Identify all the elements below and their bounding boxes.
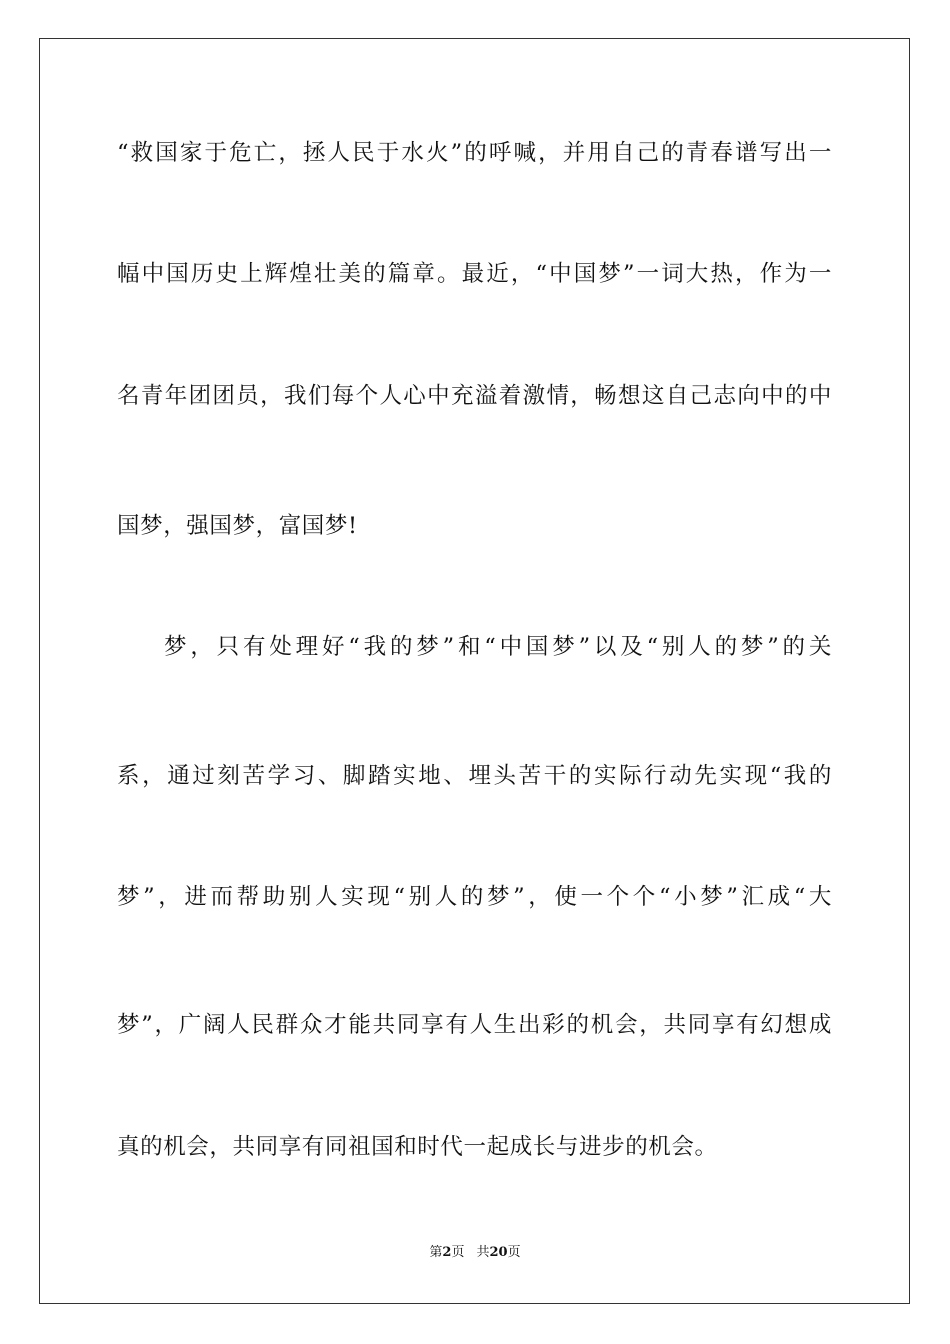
- page-footer: [0, 1244, 950, 1262]
- footer-total-number: 20: [489, 1245, 508, 1260]
- paragraph-2-line-3: 梦”，进而帮助别人实现“别人的梦”，使一个个“小梦”汇成“大: [117, 884, 832, 910]
- paragraph-2-line-1: 梦，只有处理好“我的梦”和“中国梦”以及“别人的梦”的关: [164, 634, 832, 660]
- footer-page-prefix: 第: [429, 1245, 443, 1260]
- paragraph-2-line-5: 真的机会，共同享有同祖国和时代一起成长与进步的机会。: [117, 1134, 718, 1160]
- paragraph-1-line-4: 国梦，强国梦，富国梦!: [117, 513, 358, 539]
- footer-page-suffix: 页: [451, 1245, 465, 1260]
- paragraph-2-line-2: 系，通过刻苦学习、脚踏实地、埋头苦干的实际行动先实现“我的: [117, 763, 832, 789]
- paragraph-1-line-1: “救国家于危亡，拯人民于水火”的呼喊，并用自己的青春谱写出一: [117, 140, 832, 166]
- footer-total-prefix: 共: [476, 1245, 490, 1260]
- paragraph-2-line-4: 梦”，广阔人民群众才能共同享有人生出彩的机会，共同享有幻想成: [117, 1012, 832, 1038]
- paragraph-1-line-3: 名青年团团员，我们每个人心中充溢着激情，畅想这自己志向中的中: [117, 383, 832, 409]
- footer-total-suffix: 页: [507, 1245, 521, 1260]
- paragraph-1-line-2: 幅中国历史上辉煌壮美的篇章。最近，“中国梦”一词大热，作为一: [117, 261, 832, 287]
- footer-page-number: 2: [442, 1245, 452, 1260]
- page-border: [39, 38, 910, 1304]
